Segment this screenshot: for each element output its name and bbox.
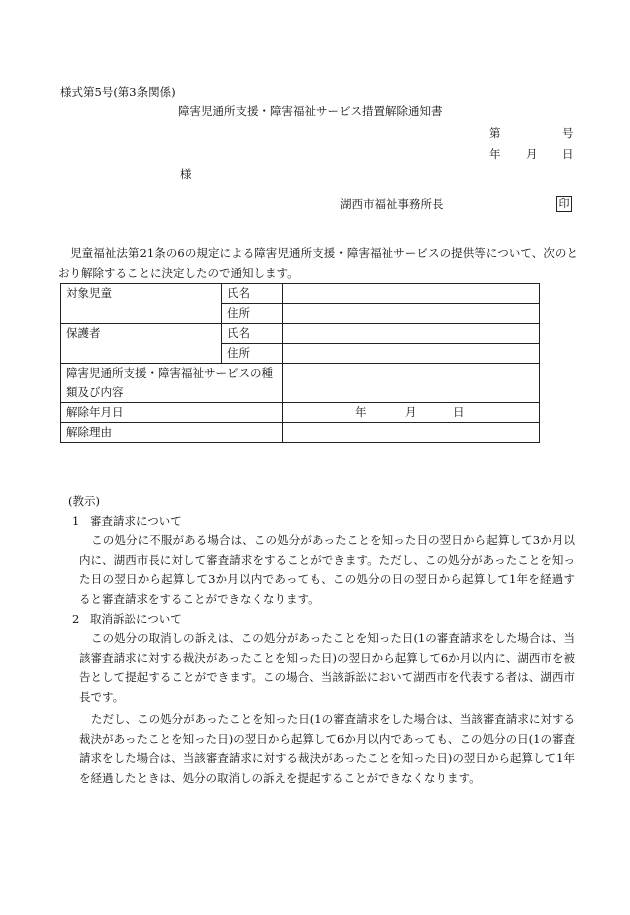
release-date-field[interactable] [283,403,540,423]
service-type-field[interactable] [283,364,540,403]
child-name-field[interactable] [283,284,540,304]
item2-body1: この処分の取消しの訴えは、この処分があったことを知った日(1の審査請求をした場合は、当該審査請求に対する裁決があったことを知った日)の翌日から起算して6か月以内に、湖西市を被告として提起することができます。この場合、当該訴訟において湖西市を代表する者は、湖西市長です。 [79,631,575,704]
target-child-label: 対象児童 [61,284,222,324]
number-prefix: 第 [489,126,501,140]
document-title: 障害児通所支援・障害福祉サービス措置解除通知書 [178,104,443,118]
notice-heading: (教示) [68,494,100,508]
seal-mark: 印 [556,196,572,212]
date-day-label: 日 [562,147,574,161]
item1-title: 審査請求について [90,514,182,528]
date-month-label: 月 [526,147,538,161]
service-type-label: 障害児通所支援・障害福祉サービスの種 類及び内容 [61,364,283,403]
guardian-name-field[interactable] [283,324,540,344]
number-suffix: 号 [562,126,574,140]
child-address-field[interactable] [283,304,540,324]
release-date-label: 解除年月日 [61,403,283,423]
item2-title: 取消訴訟について [90,612,182,626]
child-address-label: 住所 [222,304,283,324]
item1-number: 1 [72,514,80,528]
release-year-label: 年 [355,405,367,419]
guardian-address-label: 住所 [222,344,283,364]
issuer-name: 湖西市福祉事務所長 [340,197,444,211]
date-year-label: 年 [489,147,501,161]
release-form-table [60,283,540,443]
guardian-label: 保護者 [61,324,222,364]
release-reason-label: 解除理由 [61,423,283,443]
form-number: 様式第5号(第3条関係) [60,85,176,99]
item2-number: 2 [72,612,80,626]
release-reason-field[interactable] [283,423,540,443]
item1-body: この処分に不服がある場合は、この処分があったことを知った日の翌日から起算して3か月以内に、湖西市長に対して審査請求をすることができます。ただし、この処分があったことを知った日の翌日から起算して3か月以内であっても、この処分の日の翌日から起算して1年を経過すると審査請求をすることができなくなります。 [79,533,575,606]
item2-body2: ただし、この処分があったことを知った日(1の審査請求をした場合は、当該審査請求に対する裁決があったことを知った日)の翌日から起算して6か月以内であっても、この処分の日(1の審査請求をした場合は、当該審査請求に対する裁決があったことを知った日)の翌日から起算して1年を経過したときは、処分の取消しの訴えを提起することができなくなります。 [79,712,575,785]
intro-paragraph: 児童福祉法第21条の6の規定による障害児通所支援・障害福祉サービスの提供等について、次のとおり解除することに決定したので通知します。 [58,246,578,280]
release-month-label: 月 [405,405,417,419]
child-name-label: 氏名 [222,284,283,304]
release-day-label: 日 [453,405,465,419]
guardian-name-label: 氏名 [222,324,283,344]
addressee-suffix: 様 [180,167,192,181]
guardian-address-field[interactable] [283,344,540,364]
